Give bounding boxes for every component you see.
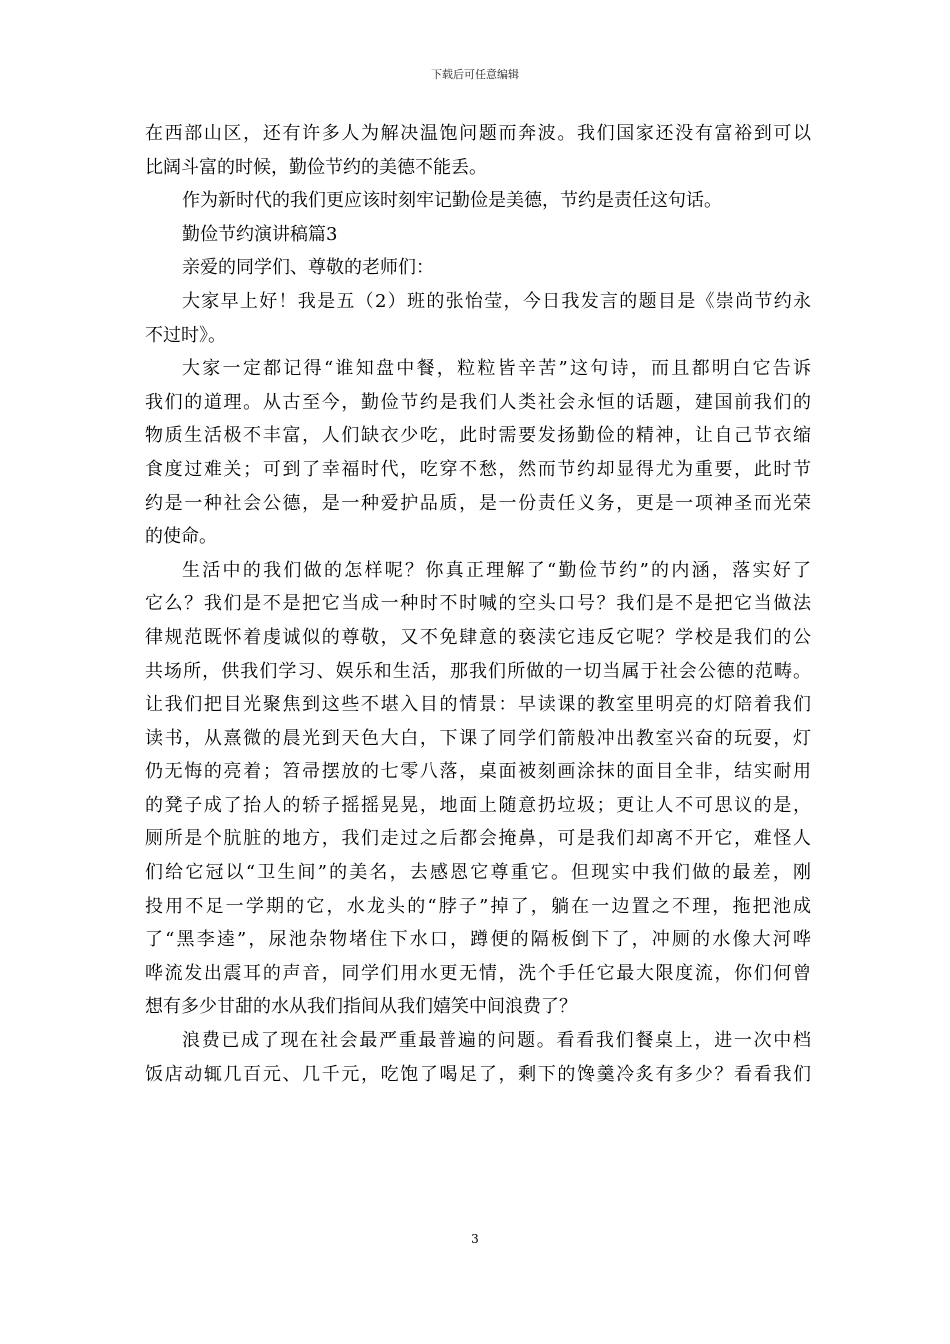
text-line: 想有多少甘甜的水从我们指间从我们嬉笑中间浪费了？ (145, 996, 577, 1018)
text-line: 读书，从熹微的晨光到天色大白，下课了同学们箭般冲出教室兴奋的玩耍，灯 (145, 727, 811, 749)
text-line: 仍无悔的亮着；笤帚摆放的七零八落，桌面被刻画涂抹的面目全非，结实耐用 (145, 761, 811, 783)
text-line: 厕所是个肮脏的地方，我们走过之后都会掩鼻，可是我们却离不开它，难怪人 (145, 828, 811, 850)
text-line: 约是一种社会公德，是一种爱护品质，是一份责任义务，更是一项神圣而光荣 (145, 492, 811, 514)
text-line: 饭店动辄几百元、几千元，吃饱了喝足了，剩下的馋羹冷炙有多少？看看我们 (145, 1063, 811, 1085)
page-header: 下载后可任意编辑 (431, 68, 519, 81)
text-line: 物质生活极不丰富，人们缺衣少吃，此时需要发扬勤俭的精神，让自己节衣缩 (145, 425, 811, 447)
text-line: 们给它冠以“卫生间”的美名，去感恩它尊重它。但现实中我们做的最差，刚 (145, 862, 811, 884)
text-line: 它么？我们是不是把它当成一种时不时喊的空头口号？我们是不是把它当做法 (145, 593, 811, 615)
text-line: 大家一定都记得“谁知盘中餐，粒粒皆辛苦”这句诗，而且都明白它告诉 (182, 358, 811, 380)
text-line: 生活中的我们做的怎样呢？你真正理解了“勤俭节约”的内涵，落实好了 (182, 559, 811, 581)
document-body (145, 117, 811, 1091)
text-line: 勤俭节约演讲稿篇3 (182, 223, 338, 245)
text-line: 在西部山区，还有许多人为解决温饱问题而奔波。我们国家还没有富裕到可以 (145, 123, 811, 144)
text-line: 了“黑李逵”，尿池杂物堵住下水口，蹲便的隔板倒下了，冲厕的水像大河哗 (145, 929, 811, 951)
text-line: 浪费已成了现在社会最严重最普遍的问题。看看我们餐桌上，进一次中档 (182, 1030, 811, 1052)
text-line: 让我们把目光聚焦到这些不堪入目的情景：早读课的教室里明亮的灯陪着我们 (145, 694, 811, 716)
text-line: 作为新时代的我们更应该时刻牢记勤俭是美德，节约是责任这句话。 (182, 190, 722, 212)
text-line: 亲爱的同学们、尊敬的老师们： (182, 257, 434, 279)
text-line: 比阔斗富的时候，勤俭节约的美德不能丢。 (145, 156, 487, 178)
text-line: 的凳子成了抬人的轿子摇摇晃晃，地面上随意扔垃圾；更让人不可思议的是， (145, 794, 811, 816)
text-line: 我们的道理。从古至今，勤俭节约是我们人类社会永恒的话题，建国前我们的 (145, 391, 811, 413)
page-number: 3 (471, 1232, 479, 1246)
text-line: 大家早上好！我是五（2）班的张怡莹，今日我发言的题目是《崇尚节约永 (182, 290, 811, 312)
text-line: 食度过难关；可到了幸福时代，吃穿不愁，然而节约却显得尤为重要，此时节 (145, 458, 811, 480)
text-line: 律规范既怀着虔诚似的尊敬，又不免肆意的亵渎它违反它呢？学校是我们的公 (145, 626, 811, 648)
text-line: 的使命。 (145, 526, 217, 548)
text-line: 共场所，供我们学习、娱乐和生活，那我们所做的一切当属于社会公德的范畴。 (145, 660, 811, 682)
text-line: 哗流发出震耳的声音，同学们用水更无情，洗个手任它最大限度流，你们何曾 (145, 962, 811, 984)
text-line: 投用不足一学期的它，水龙头的“脖子”掉了，躺在一边置之不理，拖把池成 (145, 895, 811, 917)
text-line: 不过时》。 (145, 324, 226, 346)
